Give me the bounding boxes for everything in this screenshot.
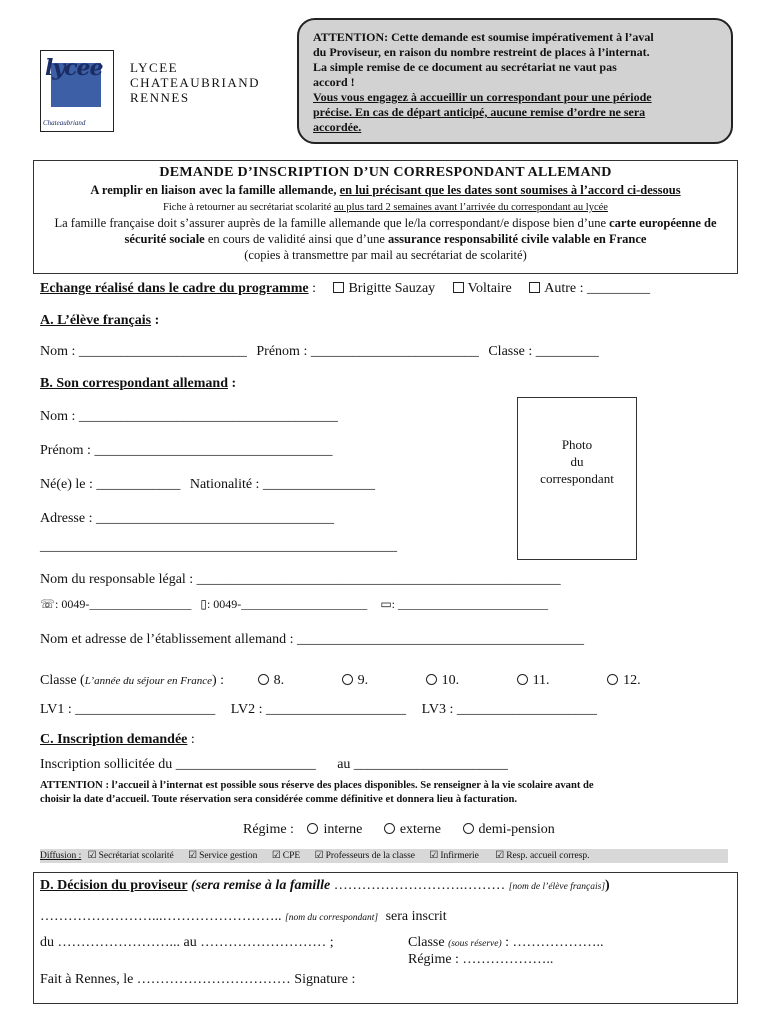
- attention-line: accordée.: [313, 120, 362, 134]
- diffusion-bar: Diffusion : ☑ Secrétariat scolarité ☑ Service gestion ☑ CPE ☑ Professeurs de la classe ☑ Infirmerie ☑ Resp. accueil corresp.: [40, 849, 728, 863]
- german-school-field[interactable]: Nom et adresse de l’établissement allemand : _________________________________________: [40, 632, 584, 647]
- radio-icon[interactable]: [607, 674, 618, 685]
- logo-subtext: Chateaubriand: [43, 119, 86, 127]
- phone-field[interactable]: ☏: 0049-_________________: [40, 597, 192, 611]
- french-student-row: [40, 344, 599, 360]
- class-option-11[interactable]: 11.: [517, 673, 550, 688]
- contact-row: [40, 597, 548, 612]
- radio-icon[interactable]: [517, 674, 528, 685]
- photo-box: Photo du correspondant: [517, 397, 637, 560]
- dates-row: [40, 757, 508, 773]
- diffusion-item: ☑ Secrétariat scolarité: [87, 850, 174, 861]
- radio-icon[interactable]: [426, 674, 437, 685]
- corresp-address-field[interactable]: Adresse : __________________________________: [40, 511, 334, 526]
- form-title-box: [33, 160, 738, 274]
- internat-warning: ATTENTION : l’accueil à l’internat est possible sous réserve des places disponibles. Se renseigner à la vie scolaire avant de choisir la date d’accueil. Toute réservation sera considérée comme définitive et donnera lieu à facturation.: [40, 780, 594, 805]
- lv1-field[interactable]: LV1 : ____________________: [40, 702, 216, 717]
- checked-box-icon: ☑: [429, 850, 439, 861]
- diffusion-item: ☑ CPE: [271, 850, 301, 861]
- email-field[interactable]: ▭: _________________________: [380, 597, 548, 611]
- end-date-field[interactable]: au ______________________: [337, 757, 508, 772]
- form-subtitle: A remplir en liaison avec la famille allemande, en lui précisant que les dates sont soumises à l’accord ci-dessous: [90, 183, 681, 197]
- diffusion-item: ☑ Professeurs de la classe: [314, 850, 415, 861]
- diffusion-item: ☑ Infirmerie: [429, 850, 479, 861]
- checkbox-icon[interactable]: [453, 282, 464, 293]
- regime-option-demi-pension[interactable]: demi-pension: [463, 822, 555, 837]
- decision-student-line: ……………………...…………………….. [nom du correspondant] sera inscrit: [40, 909, 447, 924]
- attention-line: précise. En cas de départ anticipé, aucune remise d’ordre ne sera: [313, 105, 646, 119]
- phone-icon: ☏: [40, 597, 56, 611]
- corresp-birthdate-field[interactable]: Né(e) le : ____________: [40, 477, 181, 492]
- languages-row: [40, 702, 597, 718]
- regime-option-externe[interactable]: externe: [384, 822, 441, 837]
- attention-line: Vous vous engagez à accueillir un correspondant pour une période: [313, 90, 652, 104]
- start-date-field[interactable]: Inscription sollicitée du ____________________: [40, 757, 316, 772]
- class-option-9[interactable]: 9.: [342, 673, 369, 688]
- school-logo: [40, 50, 114, 132]
- computer-icon: ▭: [380, 597, 392, 611]
- regime-option-interne[interactable]: interne: [307, 822, 362, 837]
- corresp-nationality-field[interactable]: Nationalité : ________________: [189, 477, 375, 492]
- checkbox-icon[interactable]: [529, 282, 540, 293]
- school-line-3: RENNES: [130, 90, 190, 105]
- class-row: Classe (L’année du séjour en France) : 8. 9. 10. 11. 12.: [40, 673, 641, 688]
- section-a-heading: A. L’élève français :: [40, 313, 160, 328]
- decision-classe-field[interactable]: Classe (sous réserve) : ………………..: [408, 935, 604, 950]
- insurance-paragraph: La famille française doit s’assurer auprès de la famille allemande que le/la correspondant/e dispose bien d’une carte européenne de sécurité sociale en cours de validité ainsi que d’une assurance responsabilité civile valable en France (copies à transmettre par mail au secrétariat de scolarité): [54, 216, 717, 262]
- logo-wordmark: lycee: [45, 55, 103, 81]
- form-title: DEMANDE D’INSCRIPTION D’UN CORRESPONDANT ALLEMAND: [159, 165, 612, 180]
- school-line-1: LYCEE: [130, 60, 179, 75]
- corresp-birth-row: [40, 477, 375, 493]
- corresp-prenom-field[interactable]: Prénom : __________________________________: [40, 443, 333, 458]
- lv3-field[interactable]: LV3 : ____________________: [421, 702, 597, 717]
- radio-icon[interactable]: [342, 674, 353, 685]
- student-prenom-field[interactable]: Prénom : ________________________: [256, 344, 479, 359]
- attention-line: accord !: [313, 75, 355, 89]
- checked-box-icon: ☑: [271, 850, 281, 861]
- diffusion-item: ☑ Resp. accueil corresp.: [495, 850, 590, 861]
- return-instruction: Fiche à retourner au secrétariat scolarité au plus tard 2 semaines avant l’arrivée du correspondant au lycée: [163, 202, 608, 213]
- checked-box-icon: ☑: [314, 850, 324, 861]
- student-nom-field[interactable]: Nom : ________________________: [40, 344, 247, 359]
- radio-icon[interactable]: [307, 823, 318, 834]
- attention-line: du Proviseur, en raison du nombre restreint de places à l’internat.: [313, 45, 650, 59]
- checked-box-icon: ☑: [87, 850, 97, 861]
- checkbox-icon[interactable]: [333, 282, 344, 293]
- programme-option-sauzay[interactable]: Brigitte Sauzay: [333, 281, 435, 296]
- decision-dates-field[interactable]: du ……………………... au ……………………… ;: [40, 935, 334, 950]
- lv2-field[interactable]: LV2 : ____________________: [230, 702, 407, 717]
- class-option-10[interactable]: 10.: [426, 673, 460, 688]
- signature-line[interactable]: Fait à Rennes, le …………………………… Signature :: [40, 972, 356, 987]
- mobile-phone-icon: ▯: [200, 597, 207, 611]
- decision-regime-field[interactable]: Régime : ………………..: [408, 952, 554, 967]
- school-line-2: CHATEAUBRIAND: [130, 75, 260, 90]
- mobile-field[interactable]: ▯: 0049-_____________________: [200, 597, 368, 611]
- class-option-12[interactable]: 12.: [607, 673, 641, 688]
- checked-box-icon: ☑: [188, 850, 198, 861]
- corresp-address-line-2[interactable]: ___________________________________________________: [40, 539, 397, 554]
- programme-row: Echange réalisé dans le cadre du programme : Brigitte Sauzay Voltaire Autre : _________: [40, 281, 651, 296]
- radio-icon[interactable]: [384, 823, 395, 834]
- class-option-8[interactable]: 8.: [258, 673, 285, 688]
- attention-line: La simple remise de ce document au secrétariat ne vaut pas: [313, 60, 617, 74]
- programme-option-autre[interactable]: Autre : _________: [529, 281, 650, 296]
- radio-icon[interactable]: [258, 674, 269, 685]
- diffusion-item: ☑ Service gestion: [188, 850, 258, 861]
- school-name: [130, 60, 260, 105]
- checked-box-icon: ☑: [495, 850, 505, 861]
- programme-option-voltaire[interactable]: Voltaire: [453, 281, 512, 296]
- attention-line: ATTENTION: Cette demande est soumise impérativement à l’aval: [313, 30, 654, 44]
- regime-row: Régime : interne externe demi-pension: [243, 822, 555, 837]
- decision-heading: D. Décision du proviseur (sera remise à la famille ……………………….……… [nom de l’élève français]): [40, 878, 610, 893]
- section-c-heading: C. Inscription demandée :: [40, 732, 195, 747]
- student-classe-field[interactable]: Classe : _________: [488, 344, 599, 359]
- radio-icon[interactable]: [463, 823, 474, 834]
- corresp-nom-field[interactable]: Nom : _____________________________________: [40, 409, 338, 424]
- correspondent-name-field[interactable]: ……………………...……………………..: [40, 909, 282, 924]
- section-b-heading: B. Son correspondant allemand :: [40, 376, 237, 391]
- guardian-name-field[interactable]: Nom du responsable légal : ____________________________________________________: [40, 572, 561, 587]
- programme-label: Echange réalisé dans le cadre du programme: [40, 281, 309, 296]
- attention-box: [297, 18, 733, 144]
